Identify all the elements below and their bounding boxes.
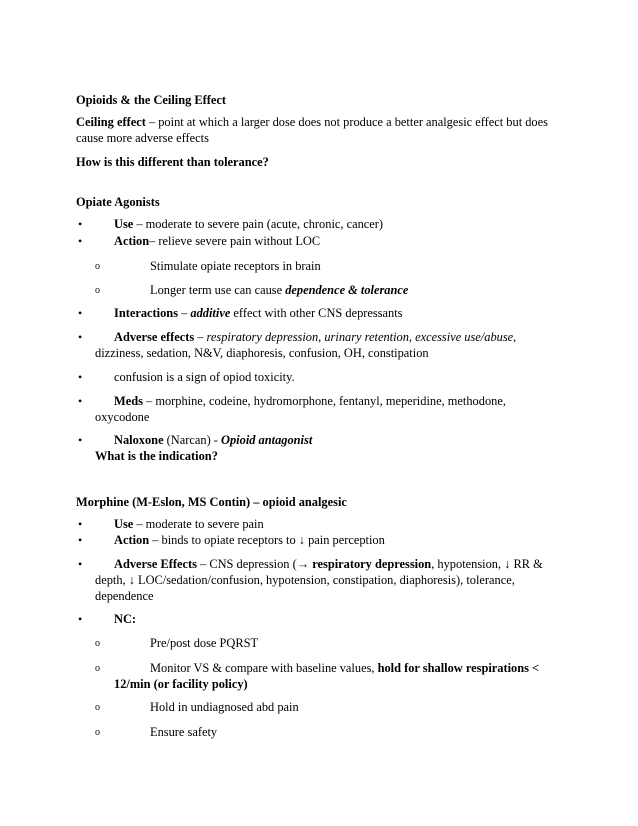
interactions-term: Interactions [114, 306, 179, 320]
bullet-icon: • [78, 517, 83, 531]
adverse-end: , [513, 330, 517, 344]
agonists-sub2 [150, 283, 408, 298]
ceiling-def: – point at which a larger dose does not produce a better analgesic effect but does [145, 115, 548, 129]
action-text: – relieve severe pain without LOC [149, 234, 321, 248]
bullet-icon: • [78, 217, 83, 231]
interactions-sep: – [178, 306, 191, 320]
morphine-use-text: – moderate to severe pain [133, 517, 264, 531]
agonists-confusion: confusion is a sign of opiod toxicity. [114, 370, 295, 384]
circle-bullet-icon: o [95, 285, 100, 296]
page-title: Opioids & the Ceiling Effect [76, 93, 227, 107]
naloxone-em: Opioid antagonist [221, 433, 313, 447]
naloxone-text: (Narcan) - [163, 433, 222, 447]
morphine-use [114, 517, 264, 532]
morphine-adverse-line3: dependence [95, 589, 154, 603]
sub2-em: dependence & tolerance [285, 283, 409, 297]
circle-bullet-icon: o [95, 702, 100, 713]
morphine-ae-text1: – CNS depression (→ [196, 557, 313, 571]
tolerance-question: How is this different than tolerance? [76, 155, 269, 169]
nc2-text: Monitor VS & compare with baseline values, [150, 661, 378, 675]
morphine-action-term: Action [114, 533, 150, 547]
nc-item-1: Pre/post dose PQRST [150, 636, 259, 650]
naloxone-term: Naloxone [114, 433, 164, 447]
bullet-icon: • [78, 557, 83, 571]
sub2-text: Longer term use can cause [150, 283, 286, 297]
agonists-adverse-line2: dizziness, sedation, N&V, diaphoresis, confusion, OH, constipation [95, 346, 429, 360]
agonists-meds [114, 394, 506, 409]
bullet-icon: • [78, 234, 83, 248]
morphine-ae-text2: , hypotension, ↓ RR & [431, 557, 543, 571]
bullet-icon: • [78, 612, 83, 626]
meds-text: – morphine, codeine, hydromorphone, fentanyl, meperidine, methodone, [142, 394, 506, 408]
adverse-term: Adverse effects [114, 330, 195, 344]
morphine-action-text: – binds to opiate receptors to ↓ pain perception [149, 533, 385, 547]
nc-heading: NC: [114, 612, 137, 626]
agonists-interactions [114, 306, 403, 321]
agonists-sub1: Stimulate opiate receptors in brain [150, 259, 321, 273]
morphine-heading: Morphine (M-Eslon, MS Contin) – opioid analgesic [76, 495, 347, 509]
agonists-use [114, 217, 383, 232]
action-term: Action [114, 234, 150, 248]
nc-item-2-line2: 12/min (or facility policy) [114, 677, 248, 691]
morphine-ae-bold: respiratory depression [312, 557, 432, 571]
circle-bullet-icon: o [95, 261, 100, 272]
bullet-icon: • [78, 330, 83, 344]
morphine-use-term: Use [114, 517, 134, 531]
indication-question: What is the indication? [95, 449, 218, 463]
bullet-icon: • [78, 306, 83, 320]
circle-bullet-icon: o [95, 638, 100, 649]
agonists-naloxone [114, 433, 312, 448]
nc2-bold: hold for shallow respirations < [377, 661, 540, 675]
morphine-action [114, 533, 385, 548]
nc-item-3: Hold in undiagnosed abd pain [150, 700, 299, 714]
agonists-heading: Opiate Agonists [76, 195, 160, 209]
bullet-icon: • [78, 394, 83, 408]
interactions-text: effect with other CNS depressants [230, 306, 403, 320]
circle-bullet-icon: o [95, 663, 100, 674]
agonists-adverse [114, 330, 516, 345]
ceiling-definition-line2: cause more adverse effects [76, 131, 209, 145]
bullet-icon: • [78, 533, 83, 547]
use-term: Use [114, 217, 134, 231]
nc-item-4: Ensure safety [150, 725, 218, 739]
morphine-ae-term: Adverse Effects [114, 557, 197, 571]
ceiling-term: Ceiling effect [76, 115, 146, 129]
ceiling-definition-line1 [76, 115, 548, 130]
bullet-icon: • [78, 370, 83, 384]
use-text: – moderate to severe pain (acute, chronic, cancer) [133, 217, 384, 231]
adverse-em: – respiratory depression, urinary retention, excessive use/abuse [194, 330, 514, 344]
morphine-adverse-line2: depth, ↓ LOC/sedation/confusion, hypotension, constipation, diaphoresis), tolerance, [95, 573, 515, 587]
agonists-action [114, 234, 320, 249]
interactions-em: additive [190, 306, 231, 320]
meds-term: Meds [114, 394, 143, 408]
agonists-meds-line2: oxycodone [95, 410, 150, 424]
circle-bullet-icon: o [95, 727, 100, 738]
morphine-adverse [114, 557, 543, 572]
bullet-icon: • [78, 433, 83, 447]
nc-item-2 [150, 661, 539, 676]
